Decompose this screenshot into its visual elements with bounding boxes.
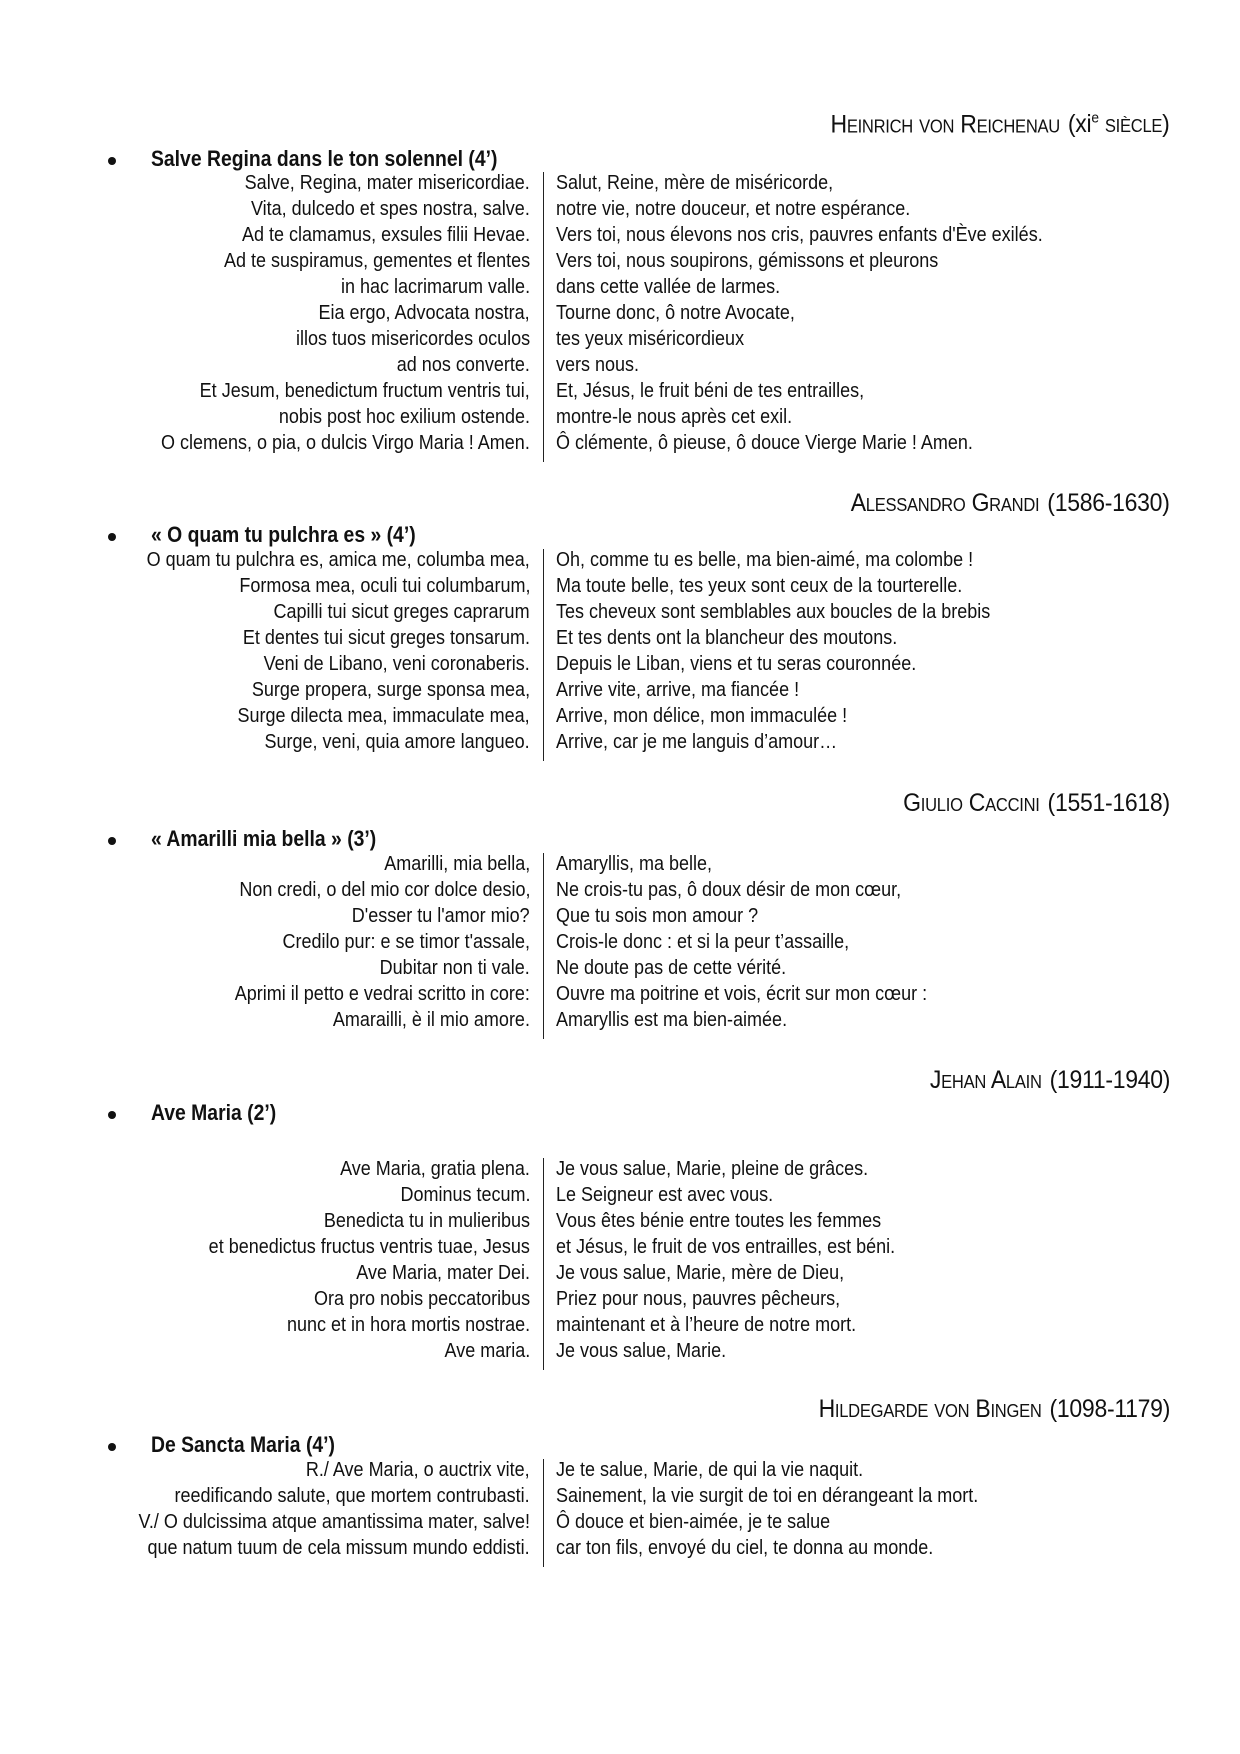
french-text: Crois-le donc : et si la peur t’assaille, (556, 931, 850, 953)
verse-line (0, 905, 1240, 931)
composer-name: Heinrich von Reichenau (830, 110, 1061, 139)
latin-text: Ave maria. (444, 1340, 530, 1362)
latin-text: D'esser tu l'amor mio? (352, 905, 530, 927)
piece-title-row (0, 1100, 1240, 1130)
french-text: Arrive, mon délice, mon immaculée ! (556, 705, 848, 727)
french-text: Salut, Reine, mère de miséricorde, (556, 172, 834, 194)
verse-line (0, 931, 1240, 957)
composer-dates: ($xi^e$ siècle) (1068, 110, 1170, 139)
french-text: notre vie, notre douceur, et notre espérance. (556, 198, 911, 220)
french-text: Ne doute pas de cette vérité. (556, 957, 787, 979)
composer-heading (851, 489, 1170, 518)
verse-line (0, 1236, 1240, 1262)
verse-line (0, 198, 1240, 224)
verse-line (0, 354, 1240, 380)
french-text: dans cette vallée de larmes. (556, 276, 781, 298)
latin-text: Amarilli, mia bella, (383, 853, 530, 875)
latin-text: Ad te suspiramus, gementes et flentes (223, 250, 530, 272)
latin-text: Ad te clamamus, exsules filii Hevae. (241, 224, 530, 246)
verse-line (0, 679, 1240, 705)
verse-line (0, 1340, 1240, 1366)
latin-text: Credilo pur: e se timor t'assale, (282, 931, 530, 953)
verse-line (0, 653, 1240, 679)
composer-name: Jehan Alain (929, 1066, 1042, 1094)
french-text: Vers toi, nous élevons nos cris, pauvres enfants d'Ève exilés. (556, 224, 1043, 246)
latin-text: Benedicta tu in mulieribus (323, 1210, 530, 1232)
verse-line (0, 627, 1240, 653)
verse-line (0, 1184, 1240, 1210)
latin-text: O clemens, o pia, o dulcis Virgo Maria ! Amen. (161, 432, 530, 454)
latin-text: et benedictus fructus ventris tuae, Jesus (208, 1236, 530, 1258)
verse-line (0, 731, 1240, 757)
french-text: Vous êtes bénie entre toutes les femmes (556, 1210, 882, 1232)
verse-line (0, 1009, 1240, 1035)
latin-text: nunc et in hora mortis nostrae. (286, 1314, 530, 1336)
french-text: Tes cheveux sont semblables aux boucles de la brebis (556, 601, 991, 623)
latin-text: ad nos converte. (396, 354, 530, 376)
composer-dates: (1098-1179) (1049, 1395, 1170, 1423)
latin-text: illos tuos misericordes oculos (295, 328, 530, 350)
latin-text: R./ Ave Maria, o auctrix vite, (306, 1459, 530, 1481)
french-text: Ouvre ma poitrine et vois, écrit sur mon cœur : (556, 983, 928, 1005)
verse-line (0, 601, 1240, 627)
piece-title-row (0, 522, 1240, 552)
verse-line (0, 853, 1240, 879)
latin-text: Ora pro nobis peccatoribus (313, 1288, 530, 1310)
verse-line (0, 380, 1240, 406)
verse-line (0, 1537, 1240, 1563)
latin-text: V./ O dulcissima atque amantissima mater, salve! (138, 1511, 530, 1533)
composer-heading (831, 110, 1170, 139)
verse-line (0, 1288, 1240, 1314)
latin-text: O quam tu pulchra es, amica me, columba mea, (146, 549, 530, 571)
french-text: car ton fils, envoyé du ciel, te donna au monde. (556, 1537, 934, 1559)
french-text: Arrive, car je me languis d’amour… (556, 731, 838, 753)
latin-text: nobis post hoc exilium ostende. (278, 406, 530, 428)
piece-title-row (0, 1432, 1240, 1462)
french-text: Vers toi, nous soupirons, gémissons et pleurons (556, 250, 939, 272)
composer-dates: (1551-1618) (1047, 789, 1170, 817)
verse-line (0, 302, 1240, 328)
bullet-icon (108, 1111, 116, 1119)
bullet-icon (108, 1443, 116, 1451)
composer-heading (930, 1066, 1170, 1095)
french-text: Sainement, la vie surgit de toi en dérangeant la mort. (556, 1485, 979, 1507)
verse-line (0, 432, 1240, 458)
latin-text: Non credi, o del mio cor dolce desio, (238, 879, 530, 901)
french-text: Le Seigneur est avec vous. (556, 1184, 774, 1206)
composer-dates: (1911-1940) (1049, 1066, 1170, 1094)
verse-line (0, 983, 1240, 1009)
verse-line (0, 1511, 1240, 1537)
composer-name: Alessandro Grandi (851, 489, 1040, 517)
latin-text: Vita, dulcedo et spes nostra, salve. (251, 198, 530, 220)
verse-line (0, 879, 1240, 905)
latin-text: Veni de Libano, veni coronaberis. (263, 653, 530, 675)
verse-line (0, 1262, 1240, 1288)
verse-line (0, 1210, 1240, 1236)
composer-dates: (1586-1630) (1047, 489, 1170, 517)
latin-text: in hac lacrimarum valle. (340, 276, 530, 298)
piece-title: « Amarilli mia bella » (3’) (151, 826, 377, 851)
piece-title: De Sancta Maria (4’) (151, 1432, 335, 1457)
bullet-icon (108, 837, 116, 845)
bullet-icon (108, 157, 116, 165)
verse-line (0, 705, 1240, 731)
french-text: Je vous salue, Marie, mère de Dieu, (556, 1262, 845, 1284)
french-text: Je vous salue, Marie. (556, 1340, 727, 1362)
french-text: Ô douce et bien-aimée, je te salue (556, 1511, 831, 1533)
french-text: Amaryllis, ma belle, (556, 853, 713, 875)
verse-line (0, 1314, 1240, 1340)
verse-line (0, 172, 1240, 198)
verse-line (0, 406, 1240, 432)
verse-line (0, 575, 1240, 601)
french-text: Ô clémente, ô pieuse, ô douce Vierge Marie ! Amen. (556, 432, 973, 454)
french-text: Que tu sois mon amour ? (556, 905, 759, 927)
french-text: Arrive vite, arrive, ma fiancée ! (556, 679, 800, 701)
composer-heading (903, 789, 1170, 818)
french-text: Depuis le Liban, viens et tu seras couronnée. (556, 653, 917, 675)
verse-line (0, 328, 1240, 354)
verse-line (0, 1459, 1240, 1485)
latin-text: Ave Maria, gratia plena. (340, 1158, 530, 1180)
piece-title: « O quam tu pulchra es » (4’) (151, 522, 416, 547)
bullet-icon (108, 533, 116, 541)
latin-text: Salve, Regina, mater misericordiae. (244, 172, 530, 194)
french-text: Je te salue, Marie, de qui la vie naquit. (556, 1459, 864, 1481)
french-text: Oh, comme tu es belle, ma bien-aimé, ma colombe ! (556, 549, 974, 571)
latin-text: Et dentes tui sicut greges tonsarum. (242, 627, 530, 649)
latin-text: Dubitar non ti vale. (379, 957, 530, 979)
latin-text: Surge propera, surge sponsa mea, (251, 679, 530, 701)
verse-line (0, 276, 1240, 302)
composer-heading (818, 1395, 1170, 1424)
french-text: maintenant et à l’heure de notre mort. (556, 1314, 857, 1336)
french-text: tes yeux miséricordieux (556, 328, 745, 350)
composer-name: Giulio Caccini (903, 789, 1040, 817)
latin-text: Aprimi il petto e vedrai scritto in core: (234, 983, 530, 1005)
latin-text: Amarailli, è il mio amore. (332, 1009, 530, 1031)
latin-text: Capilli tui sicut greges caprarum (273, 601, 530, 623)
verse-line (0, 549, 1240, 575)
latin-text: Surge, veni, quia amore langueo. (264, 731, 530, 753)
verse-line (0, 250, 1240, 276)
latin-text: que natum tuum de cela missum mundo eddisti. (147, 1537, 530, 1559)
french-text: montre-le nous après cet exil. (556, 406, 793, 428)
french-text: Je vous salue, Marie, pleine de grâces. (556, 1158, 869, 1180)
french-text: Ma toute belle, tes yeux sont ceux de la tourterelle. (556, 575, 963, 597)
piece-title: Salve Regina dans le ton solennel (4’) (151, 146, 498, 171)
verse-line (0, 1485, 1240, 1511)
verse-line (0, 224, 1240, 250)
latin-text: Ave Maria, mater Dei. (356, 1262, 530, 1284)
french-text: Priez pour nous, pauvres pêcheurs, (556, 1288, 841, 1310)
piece-title-row (0, 826, 1240, 856)
french-text: Tourne donc, ô notre Avocate, (556, 302, 795, 324)
latin-text: Formosa mea, oculi tui columbarum, (238, 575, 530, 597)
latin-text: Eia ergo, Advocata nostra, (318, 302, 530, 324)
french-text: Et tes dents ont la blancheur des moutons. (556, 627, 898, 649)
french-text: Et, Jésus, le fruit béni de tes entrailles, (556, 380, 865, 402)
piece-title: Ave Maria (2’) (151, 1100, 277, 1125)
latin-text: Et Jesum, benedictum fructum ventris tui, (199, 380, 530, 402)
verse-line (0, 1158, 1240, 1184)
french-text: Ne crois-tu pas, ô doux désir de mon cœur, (556, 879, 902, 901)
composer-name: Hildegarde von Bingen (818, 1395, 1042, 1423)
french-text: vers nous. (556, 354, 640, 376)
latin-text: reedificando salute, que mortem contrubasti. (174, 1485, 530, 1507)
latin-text: Dominus tecum. (399, 1184, 530, 1206)
verse-line (0, 957, 1240, 983)
latin-text: Surge dilecta mea, immaculate mea, (237, 705, 530, 727)
french-text: Amaryllis est ma bien-aimée. (556, 1009, 788, 1031)
french-text: et Jésus, le fruit de vos entrailles, est béni. (556, 1236, 896, 1258)
